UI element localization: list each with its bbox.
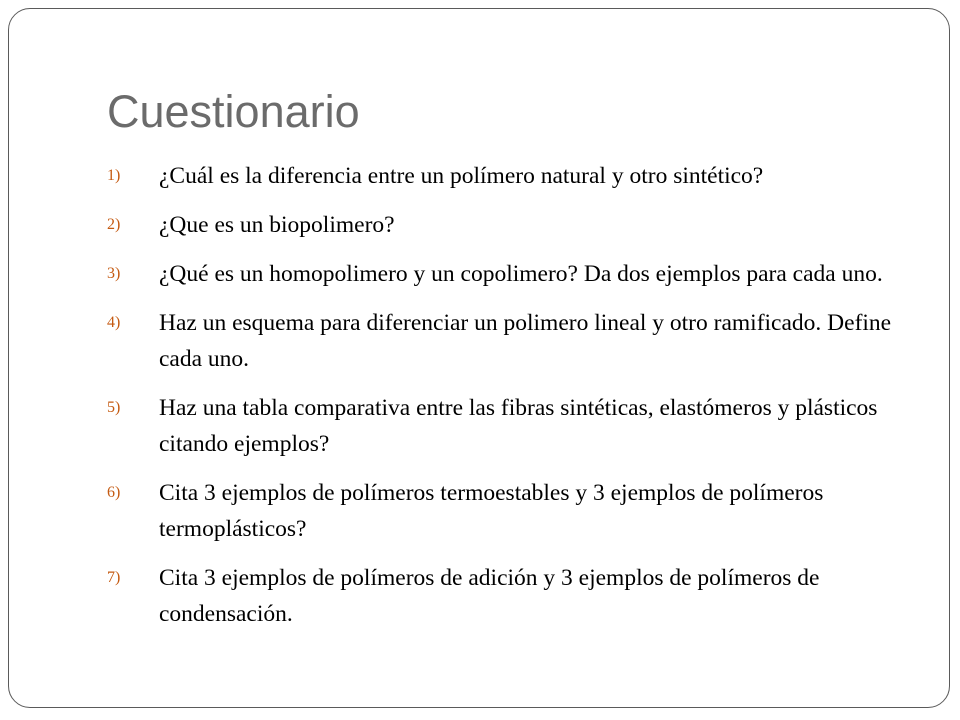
- list-item: [107, 390, 907, 462]
- question-text: ¿Que es un biopolimero?: [159, 212, 395, 238]
- list-item: [107, 305, 907, 377]
- question-text: Cita 3 ejemplos de polímeros de adición y 3 ejemplos de polímeros de condensación.: [159, 565, 820, 627]
- question-text: Haz una tabla comparativa entre las fibras sintéticas, elastómeros y plásticos citando ejemplos?: [159, 395, 878, 457]
- question-text: ¿Cuál es la diferencia entre un polímero natural y otro sintético?: [159, 163, 764, 189]
- question-number: 3): [107, 265, 121, 282]
- list-item: [107, 158, 907, 194]
- slide-title: Cuestionario: [107, 86, 360, 137]
- question-text: Haz un esquema para diferenciar un polimero lineal y otro ramificado. Define cada uno.: [159, 310, 892, 372]
- question-number: 4): [107, 314, 121, 331]
- question-number: 2): [107, 216, 121, 233]
- list-item: [107, 475, 907, 547]
- question-number: 1): [107, 167, 121, 184]
- question-number: 5): [107, 399, 121, 416]
- list-item: [107, 207, 907, 243]
- question-number: 6): [107, 484, 121, 501]
- list-item: [107, 256, 907, 292]
- question-text: ¿Qué es un homopolimero y un copolimero? Da dos ejemplos para cada uno.: [159, 261, 883, 287]
- question-text: Cita 3 ejemplos de polímeros termoestables y 3 ejemplos de polímeros termoplásticos?: [159, 480, 824, 542]
- question-list: [107, 158, 907, 645]
- question-number: 7): [107, 569, 121, 586]
- list-item: [107, 560, 907, 632]
